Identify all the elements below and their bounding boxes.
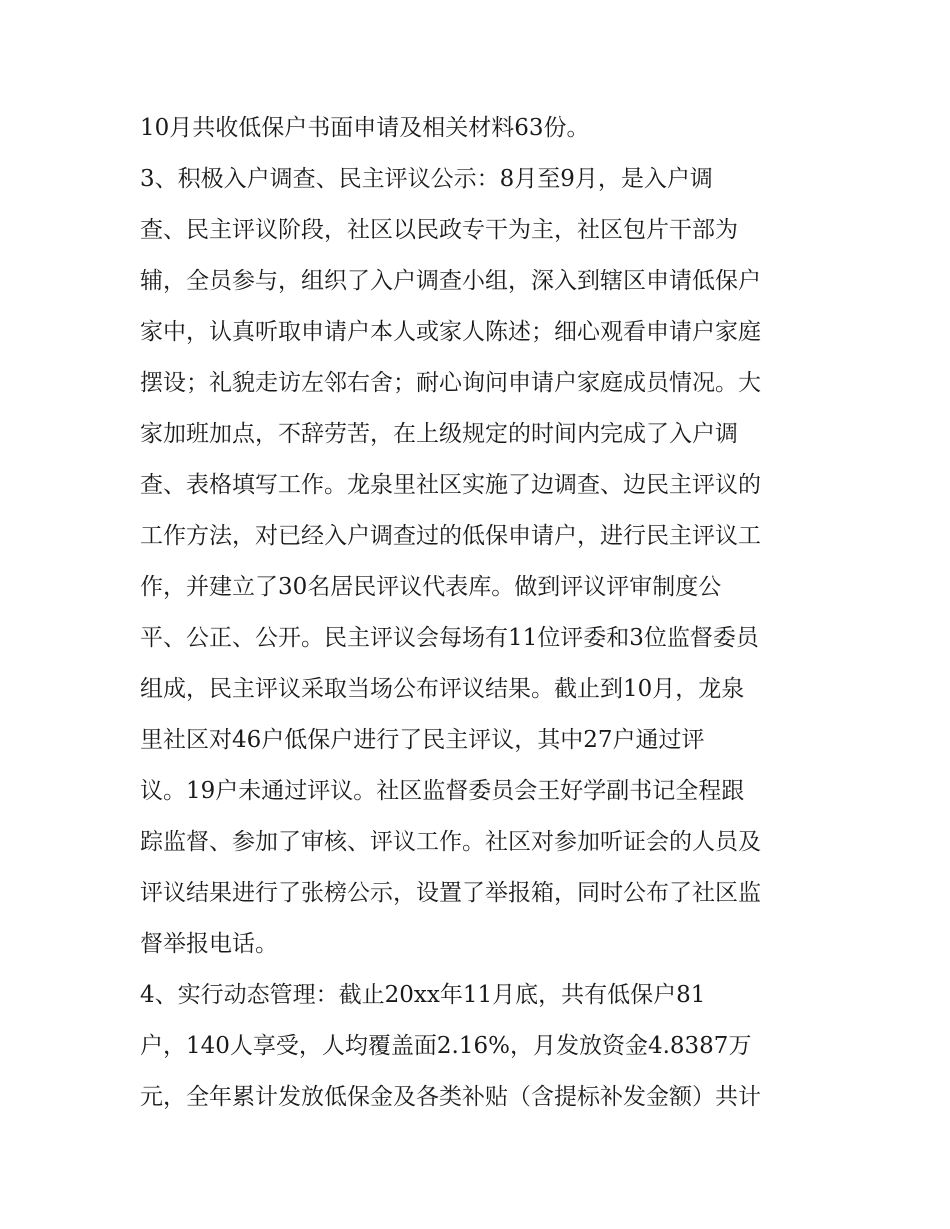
text-line: 工作方法，对已经入户调查过的低保申请户，进行民主评议工 [140,523,761,549]
text-line: 组成，民主评议采取当场公布评议结果。截止到10月，龙泉 [140,676,745,702]
text-line: 议。19户未通过评议。社区监督委员会王好学副书记全程跟 [140,778,745,804]
text-line: 督举报电话。 [140,931,278,957]
text-line: 查、民主评议阶段，社区以民政专干为主，社区包片干部为 [140,217,738,243]
text-line: 3、积极入户调查、民主评议公示：8月至9月，是入户调 [140,166,713,192]
text-line: 评议结果进行了张榜公示，设置了举报箱，同时公布了社区监 [140,880,761,906]
text-line: 家中，认真听取申请户本人或家人陈述；细心观看申请户家庭 [140,319,761,345]
text-line: 查、表格填写工作。龙泉里社区实施了边调查、边民主评议的 [140,472,761,498]
text-line: 4、实行动态管理：截止20xx年11月底，共有低保户81 [140,982,706,1008]
text-line: 户，140人享受，人均覆盖面2.16%，月发放资金4.8387万 [140,1033,752,1059]
text-line: 平、公正、公开。民主评议会每场有11位评委和3位监督委员 [140,625,759,651]
text-line: 家加班加点，不辞劳苦，在上级规定的时间内完成了入户调 [140,421,738,447]
text-line: 作，并建立了30名居民评议代表库。做到评议评审制度公 [140,574,722,600]
text-line: 里社区对46户低保户进行了民主评议，其中27户通过评 [140,727,705,753]
text-line: 元，全年累计发放低保金及各类补贴（含提标补发金额）共计 [140,1084,761,1110]
text-line: 摆设；礼貌走访左邻右舍；耐心询问申请户家庭成员情况。大 [140,370,761,396]
text-line: 10月共收低保户书面申请及相关材料63份。 [140,115,590,141]
text-line: 踪监督、参加了审核、评议工作。社区对参加听证会的人员及 [140,829,761,855]
text-line: 辅，全员参与，组织了入户调查小组，深入到辖区申请低保户 [140,268,761,294]
